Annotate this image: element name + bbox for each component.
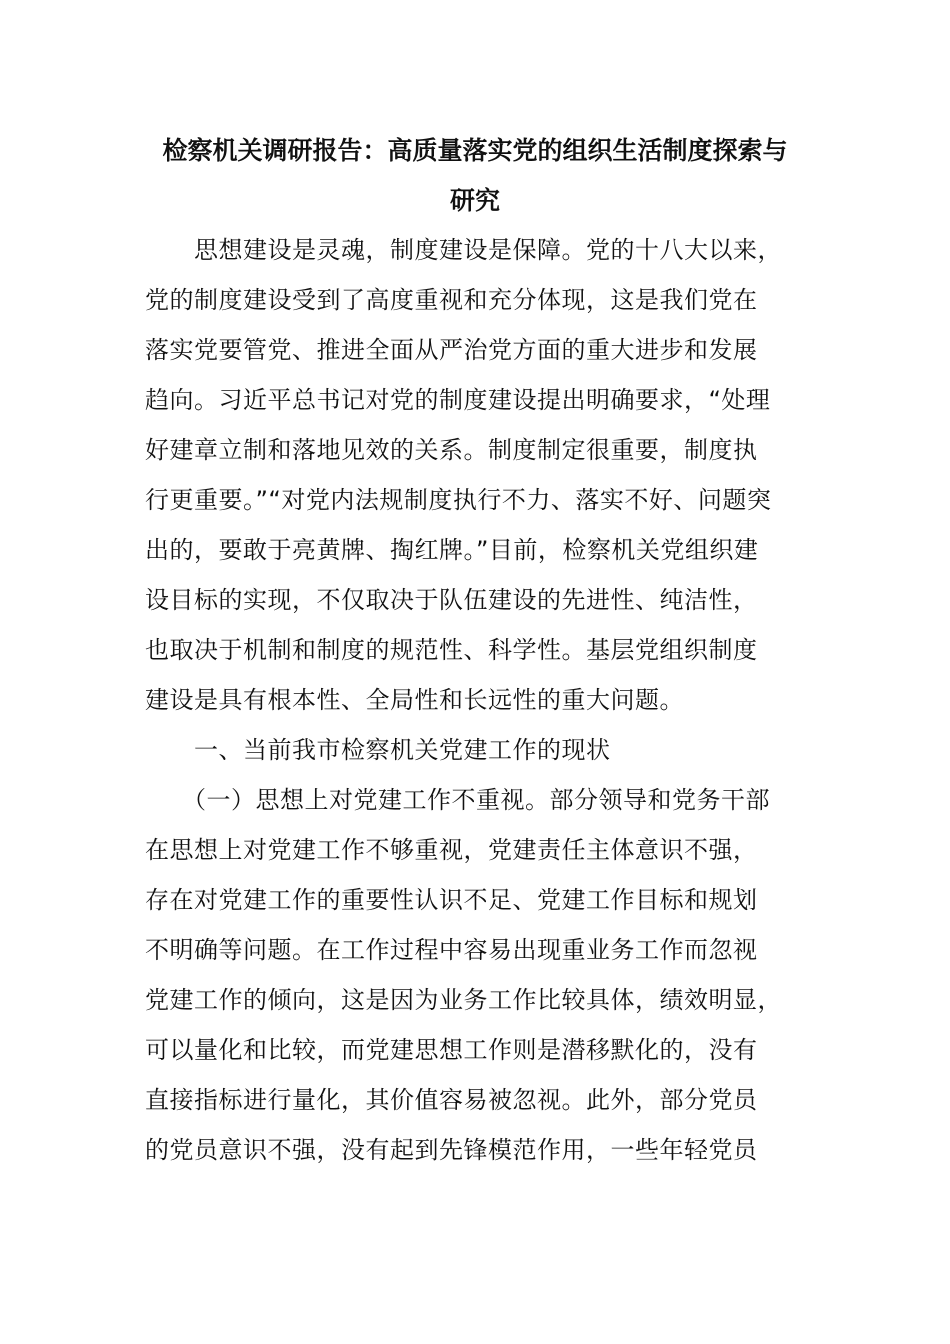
body-line: 建设是具有根本性、全局性和长远性的重大问题。 [145,686,684,714]
document-title-line-1: 检察机关调研报告：高质量落实党的组织生活制度探索与 [162,136,788,165]
body-line: 好建章立制和落地见效的关系。制度制定很重要，制度执 [145,436,758,464]
subsection-heading-line: （一）思想上对党建工作不重视。部分领导和党务干部 [145,786,770,814]
body-line: 不明确等问题。在工作过程中容易出现重业务工作而忽视 [145,936,758,964]
body-line: 行更重要。”“对党内法规制度执行不力、落实不好、问题突 [145,486,772,514]
section-heading: 一、当前我市检察机关党建工作的现状 [145,736,611,764]
body-line: 出的，要敢于亮黄牌、掏红牌。”目前，检察机关党组织建 [145,536,759,564]
body-line: 党建工作的倾向，这是因为业务工作比较具体，绩效明显， [145,986,782,1014]
body-line: 趋向。习近平总书记对党的制度建设提出明确要求，“处理 [145,386,771,414]
body-line: 也取决于机制和制度的规范性、科学性。基层党组织制度 [145,636,758,664]
body-line: 的党员意识不强，没有起到先锋模范作用，一些年轻党员 [145,1136,758,1164]
body-line: 落实党要管党、推进全面从严治党方面的重大进步和发展 [145,336,758,364]
document-title-line-2: 研究 [449,186,500,215]
body-line: 在思想上对党建工作不够重视，党建责任主体意识不强， [145,836,758,864]
body-line: 存在对党建工作的重要性认识不足、党建工作目标和规划 [145,886,758,914]
body-line: 直接指标进行量化，其价值容易被忽视。此外，部分党员 [145,1086,758,1114]
body-line: 党的制度建设受到了高度重视和充分体现，这是我们党在 [145,286,758,314]
body-line: 可以量化和比较，而党建思想工作则是潜移默化的，没有 [145,1036,758,1064]
body-line: 思想建设是灵魂，制度建设是保障。党的十八大以来， [145,236,782,264]
body-line: 设目标的实现，不仅取决于队伍建设的先进性、纯洁性， [145,586,758,614]
